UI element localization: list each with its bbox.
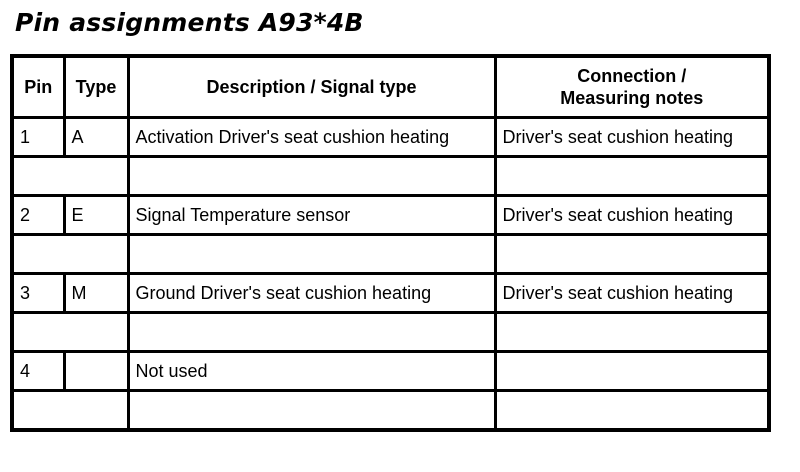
- table-header-row: [12, 56, 769, 118]
- spacer-cell: [12, 313, 128, 352]
- table-row: [12, 352, 769, 391]
- cell-pin: 3: [12, 274, 64, 313]
- spacer-cell: [128, 391, 495, 431]
- cell-type: E: [64, 196, 128, 235]
- spacer-cell: [495, 235, 769, 274]
- spacer-cell: [495, 313, 769, 352]
- cell-description: Activation Driver's seat cushion heating: [128, 118, 495, 157]
- header-connection: [495, 56, 769, 118]
- table-row: [12, 274, 769, 313]
- table-spacer-row: [12, 235, 769, 274]
- cell-type: A: [64, 118, 128, 157]
- spacer-cell: [128, 157, 495, 196]
- spacer-cell: [128, 313, 495, 352]
- header-connection-line2: Measuring notes: [560, 88, 704, 108]
- cell-description: Signal Temperature sensor: [128, 196, 495, 235]
- spacer-cell: [495, 391, 769, 431]
- header-connection-line1: Connection /: [577, 66, 687, 86]
- header-type: Type: [64, 56, 128, 118]
- spacer-cell: [12, 391, 128, 431]
- table-spacer-row: [12, 313, 769, 352]
- cell-connection: Driver's seat cushion heating: [495, 118, 769, 157]
- cell-connection: Driver's seat cushion heating: [495, 196, 769, 235]
- table-spacer-row: [12, 391, 769, 431]
- cell-pin: 2: [12, 196, 64, 235]
- page-title: Pin assignments A93*4B: [15, 8, 364, 37]
- pin-assignment-table: [10, 54, 771, 432]
- cell-pin: 1: [12, 118, 64, 157]
- cell-type: [64, 352, 128, 391]
- cell-pin: 4: [12, 352, 64, 391]
- table-row: [12, 118, 769, 157]
- cell-description: Not used: [128, 352, 495, 391]
- spacer-cell: [128, 235, 495, 274]
- header-pin: Pin: [12, 56, 64, 118]
- spacer-cell: [12, 235, 128, 274]
- table-spacer-row: [12, 157, 769, 196]
- table-row: [12, 196, 769, 235]
- cell-type: M: [64, 274, 128, 313]
- spacer-cell: [12, 157, 128, 196]
- cell-description: Ground Driver's seat cushion heating: [128, 274, 495, 313]
- spacer-cell: [495, 157, 769, 196]
- cell-connection: [495, 352, 769, 391]
- cell-connection: Driver's seat cushion heating: [495, 274, 769, 313]
- header-description: Description / Signal type: [128, 56, 495, 118]
